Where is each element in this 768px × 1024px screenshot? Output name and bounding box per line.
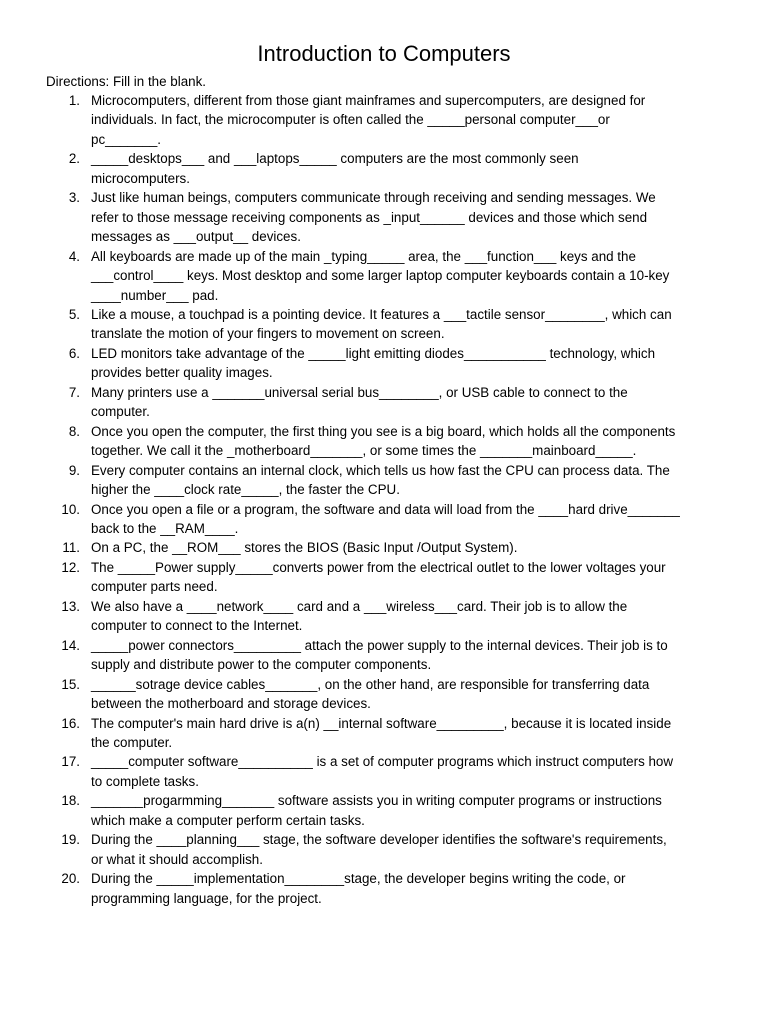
question-text: Every computer contains an internal clock, which tells us how fast the CPU can process data. The higher the ____clock rate_____, the faster the CPU. — [91, 462, 670, 498]
question-item — [0, 675, 768, 714]
question-number: 15. — [61, 676, 80, 692]
question-item — [0, 344, 768, 383]
question-item — [0, 500, 768, 539]
question-text: We also have a ____network____ card and a ___wireless___card. Their job is to allow the computer to connect to the Internet. — [91, 598, 628, 634]
question-number: 20. — [61, 871, 80, 887]
question-item — [0, 791, 768, 830]
question-item — [0, 714, 768, 753]
question-number: 8. — [68, 423, 80, 439]
question-item — [0, 636, 768, 675]
question-item — [0, 188, 768, 246]
question-text: Once you open the computer, the first thing you see is a big board, which holds all the components together. We call it the _motherboard_______, or some times the _______mainboard_____. — [91, 423, 676, 459]
question-number: 1. — [68, 93, 80, 108]
question-number: 12. — [61, 559, 80, 575]
question-text: All keyboards are made up of the main _typing_____ area, the ___function___ keys and the ___control____ keys. Most desktop and some larger laptop computer keyboards contain a 10-key ____number___ pad. — [91, 248, 670, 303]
question-number: 11. — [62, 540, 80, 556]
question-text: ______sotrage device cables_______, on the other hand, are responsible for transferring data between the motherboard and storage devices. — [91, 676, 650, 712]
question-item — [0, 461, 768, 500]
question-text: Many printers use a _______universal serial bus________, or USB cable to connect to the computer. — [91, 384, 628, 420]
question-number: 16. — [61, 715, 80, 731]
question-item — [0, 383, 768, 422]
question-item — [0, 305, 768, 344]
question-text: During the ____planning___ stage, the software developer identifies the software's requirements, or what it should accomplish. — [91, 832, 667, 867]
question-text: LED monitors take advantage of the _____light emitting diodes___________ technology, which provides better quality images. — [91, 345, 656, 381]
question-item — [0, 558, 768, 597]
question-item — [0, 830, 768, 869]
question-number: 10. — [61, 501, 80, 517]
question-number: 7. — [68, 384, 80, 400]
question-item — [0, 869, 768, 908]
question-item — [0, 149, 768, 188]
question-text: Like a mouse, a touchpad is a pointing device. It features a ___tactile sensor________, which can translate the motion of your fingers to movement on screen. — [91, 306, 672, 342]
question-text: _____desktops___ and ___laptops_____ computers are the most commonly seen microcomputers. — [91, 151, 579, 186]
question-number: 4. — [68, 248, 80, 264]
question-text: _______progarmming_______ software assists you in writing computer programs or instructions which make a computer perform certain tasks. — [91, 793, 662, 828]
directions-text: Directions: Fill in the blank. — [46, 74, 207, 89]
question-number: 17. — [61, 754, 80, 770]
question-item — [0, 91, 768, 149]
question-item — [0, 247, 768, 305]
question-item — [0, 752, 768, 791]
question-number: 6. — [68, 345, 80, 361]
question-number: 2. — [68, 151, 80, 167]
question-item — [0, 597, 768, 636]
question-item — [0, 422, 768, 461]
question-text: On a PC, the __ROM___ stores the BIOS (Basic Input /Output System). — [91, 540, 518, 556]
question-text: The computer's main hard drive is a(n) __internal software_________, because it is located inside the computer. — [91, 715, 672, 750]
question-text: _____power connectors_________ attach the power supply to the internal devices. Their job is to supply and distribute power to the computer components. — [91, 637, 668, 673]
question-number: 13. — [61, 598, 80, 614]
question-text: During the _____implementation________stage, the developer begins writing the code, or programming language, for the project. — [91, 871, 626, 906]
question-text: Once you open a file or a program, the software and data will load from the ____hard drive_______ back to the __RAM____. — [91, 501, 680, 536]
question-text: _____computer software__________ is a set of computer programs which instruct computers how to complete tasks. — [91, 754, 674, 789]
question-number: 19. — [61, 832, 80, 848]
question-item — [0, 538, 768, 557]
question-number: 5. — [68, 306, 80, 322]
question-text: Microcomputers, different from those giant mainframes and supercomputers, are designed for individuals. In fact, the microcomputer is often called the _____personal computer___or pc_______. — [91, 93, 646, 147]
page-title: Introduction to Computers — [257, 41, 511, 66]
question-text: The _____Power supply_____converts power from the electrical outlet to the lower voltages your computer parts need. — [91, 559, 666, 595]
question-number: 3. — [68, 190, 80, 206]
question-text: Just like human beings, computers communicate through receiving and sending messages. We refer to those message receiving components as _input______ devices and those which send messages as ___output__ devices. — [91, 190, 656, 245]
question-number: 18. — [61, 793, 80, 809]
question-list — [0, 91, 768, 908]
question-number: 9. — [68, 462, 80, 478]
question-number: 14. — [61, 637, 80, 653]
